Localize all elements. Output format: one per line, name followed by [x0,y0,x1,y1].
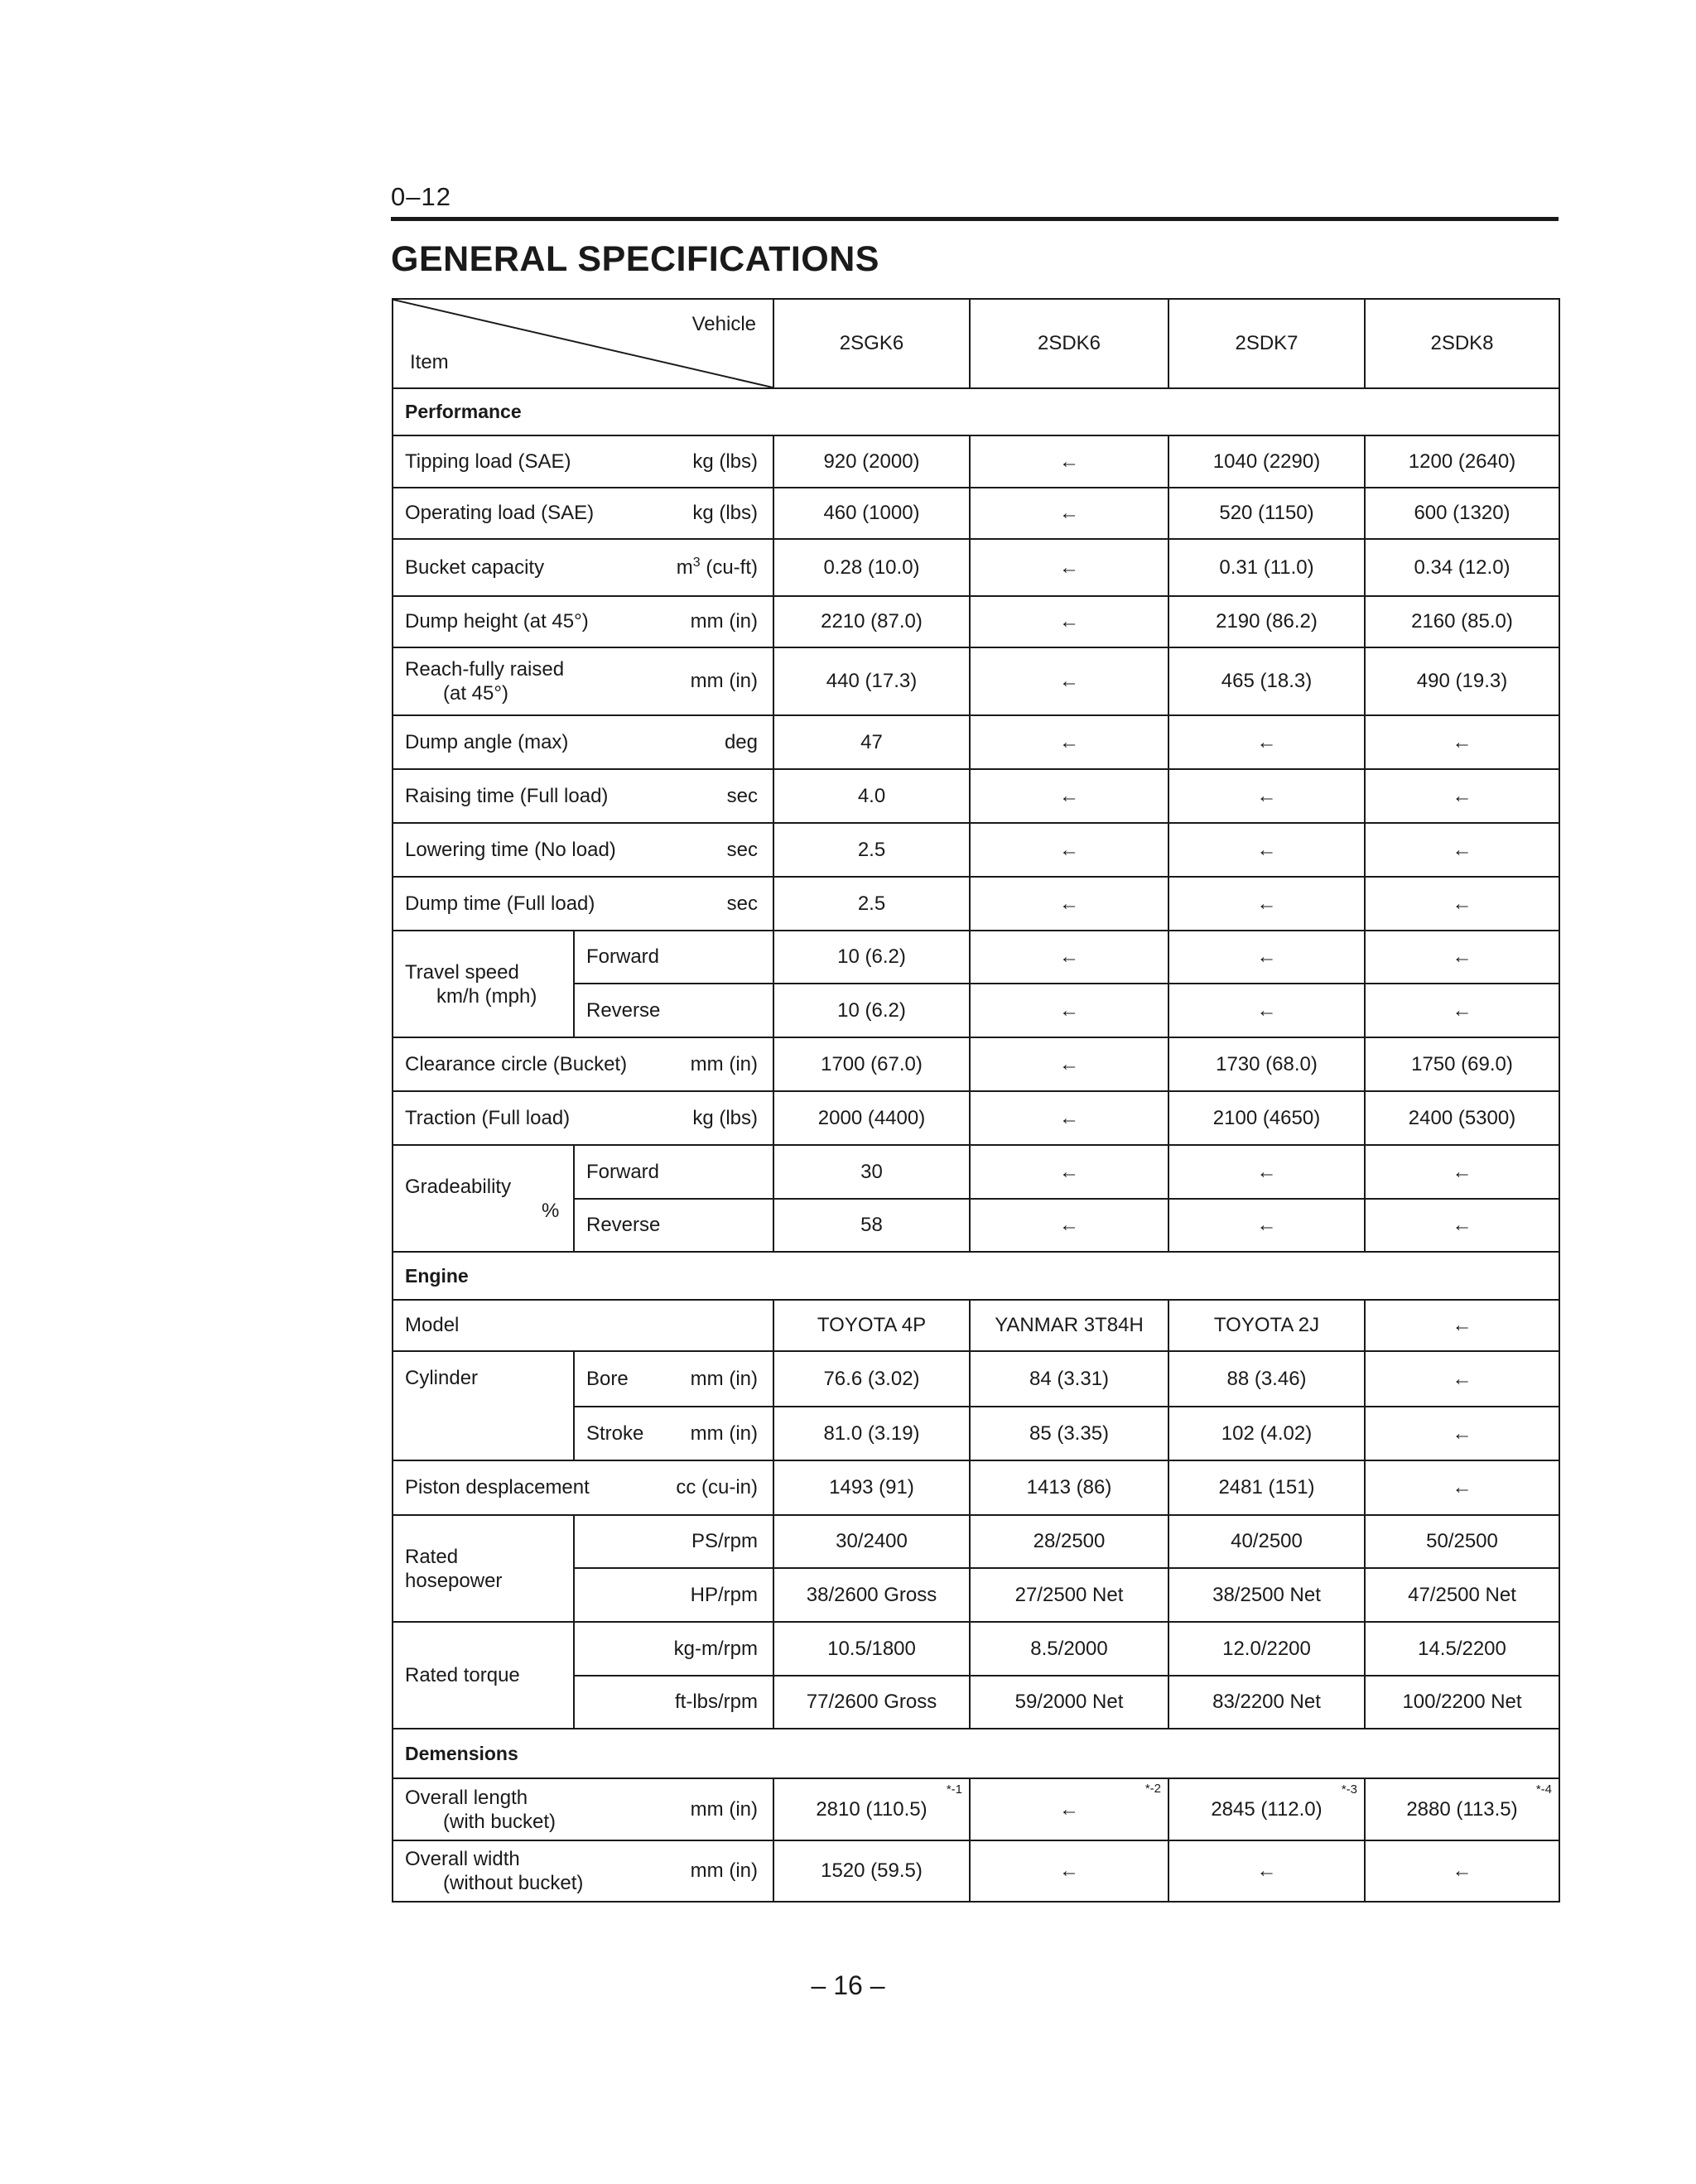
same-as-left-arrow: ← [970,877,1168,931]
table-row [393,1622,1559,1676]
same-as-left-arrow: ← [1168,1145,1365,1199]
same-as-left-arrow: ← [1365,1407,1559,1460]
value-cell: 2810 (110.5) *-1 [773,1778,970,1840]
value-cell: TOYOTA 4P [773,1300,970,1351]
table-row [393,823,1559,877]
value-cell: 59/2000 Net [970,1676,1168,1729]
row-unit: deg [724,730,758,753]
specifications-table [392,298,1560,1903]
same-as-left-arrow: ← [1168,823,1365,877]
same-as-left-arrow: ← [1365,1145,1559,1199]
footnote-marker: *-1 [946,1782,962,1797]
value-cell: 520 (1150) [1168,488,1365,539]
value-cell: 2400 (5300) [1365,1091,1559,1145]
same-as-left-arrow: ← [970,435,1168,488]
row-label: hosepower [405,1569,503,1592]
row-label: Bucket capacity [405,556,545,579]
row-label: Model [393,1300,773,1351]
same-as-left-arrow: ← [970,1091,1168,1145]
page-title: GENERAL SPECIFICATIONS [391,239,879,279]
row-label: Overall length (with bucket) [405,1786,556,1833]
value-cell: 88 (3.46) [1168,1351,1365,1407]
row-unit: mm (in) [690,610,758,633]
value-cell: YANMAR 3T84H [970,1300,1168,1351]
table-row [393,1300,1559,1351]
same-as-left-arrow: ← [1365,1300,1559,1351]
row-label: Rated [405,1545,459,1568]
row-unit: kg (lbs) [692,502,758,524]
table-row [393,596,1559,647]
table-row [393,1840,1559,1902]
row-label: Operating load (SAE) [405,502,595,524]
row-unit: % [542,1199,560,1222]
table-row [393,1037,1559,1091]
row-label: Overall width (without bucket) [405,1848,584,1894]
value-cell: 85 (3.35) [970,1407,1168,1460]
item-vehicle-header-cell [393,299,773,388]
table-row [393,877,1559,931]
value-cell: 0.34 (12.0) [1365,539,1559,596]
value-cell: 2481 (151) [1168,1460,1365,1515]
value-cell: 1730 (68.0) [1168,1037,1365,1091]
row-label: Dump angle (max) [405,730,569,753]
row-label: Lowering time (No load) [405,838,616,861]
row-sublabel: Forward [574,1145,773,1199]
table-row [393,647,1559,715]
table-row [393,715,1559,769]
row-label: Rated torque [393,1622,574,1729]
value-cell: 440 (17.3) [773,647,970,715]
value-cell: 50/2500 [1365,1515,1559,1568]
table-row [393,1351,1559,1407]
value-cell: 2.5 [773,877,970,931]
gradeability-label-cell [393,1145,574,1252]
same-as-left-arrow: ← [970,769,1168,823]
vehicle-header-label: Vehicle [691,313,756,335]
same-as-left-arrow: ← [1365,1840,1559,1902]
row-sublabel: Stroke [586,1422,644,1445]
row-unit: kg-m/rpm [574,1622,773,1676]
same-as-left-arrow: ← [970,823,1168,877]
row-sublabel: Forward [574,931,773,984]
same-as-left-arrow: ← [1168,984,1365,1037]
row-sublabel: Reverse [574,984,773,1037]
row-unit: mm (in) [690,1422,758,1445]
footnote-marker: *-2 [1144,1782,1161,1796]
row-label: Clearance circle (Bucket) [405,1052,628,1075]
value-cell: 2160 (85.0) [1365,596,1559,647]
row-unit: cc (cu-in) [676,1476,758,1498]
same-as-left-arrow: ← [970,647,1168,715]
same-as-left-arrow: ← [1168,1199,1365,1252]
value-cell: 2210 (87.0) [773,596,970,647]
model-header-2sdk7: 2SDK7 [1168,299,1365,388]
model-header-2sgk6: 2SGK6 [773,299,970,388]
table-row [393,1515,1559,1568]
value-cell: 0.31 (11.0) [1168,539,1365,596]
value-cell: 465 (18.3) [1168,647,1365,715]
row-unit: mm (in) [690,670,758,692]
row-label: Reach-fully raised (at 45°) [405,658,565,705]
value-cell: 10 (6.2) [773,931,970,984]
table-row [393,435,1559,488]
row-label: Gradeability [405,1175,512,1198]
value-cell: 14.5/2200 [1365,1622,1559,1676]
same-as-left-arrow: ← [1168,715,1365,769]
value-cell: 2000 (4400) [773,1091,970,1145]
model-header-2sdk8: 2SDK8 [1365,299,1559,388]
value-cell: 1040 (2290) [1168,435,1365,488]
table-row [393,1778,1559,1840]
same-as-left-arrow: ← [970,1037,1168,1091]
value-cell: 47/2500 Net [1365,1568,1559,1622]
value-cell: 8.5/2000 [970,1622,1168,1676]
value-cell: 30/2400 [773,1515,970,1568]
value-cell: 1493 (91) [773,1460,970,1515]
value-cell: 2.5 [773,823,970,877]
value-cell: 40/2500 [1168,1515,1365,1568]
table-row [393,1460,1559,1515]
same-as-left-arrow: ← [970,1199,1168,1252]
travel-speed-label-cell [393,931,574,1037]
table-header-row [393,299,1559,388]
value-cell: 1750 (69.0) [1365,1037,1559,1091]
same-as-left-arrow: ← [1365,823,1559,877]
row-label: Travel speed [405,960,519,984]
row-unit: mm (in) [690,1797,758,1821]
row-unit: km/h (mph) [436,984,537,1008]
value-cell: 84 (3.31) [970,1351,1168,1407]
same-as-left-arrow: ← [970,539,1168,596]
value-cell: 58 [773,1199,970,1252]
value-cell: 4.0 [773,769,970,823]
same-as-left-arrow: ← [970,931,1168,984]
same-as-left-arrow: ← [1365,984,1559,1037]
model-header-2sdk6: 2SDK6 [970,299,1168,388]
row-unit: mm (in) [690,1367,758,1390]
value-cell: 1520 (59.5) [773,1840,970,1902]
row-sublabel: Bore [586,1367,629,1390]
table-row [393,539,1559,596]
row-unit: sec [726,784,758,807]
row-label: Dump time (Full load) [405,892,595,915]
value-cell: 28/2500 [970,1515,1168,1568]
value-cell: 27/2500 Net [970,1568,1168,1622]
row-unit: ft-lbs/rpm [574,1676,773,1729]
value-cell: TOYOTA 2J [1168,1300,1365,1351]
value-cell: 460 (1000) [773,488,970,539]
same-as-left-arrow: ← [970,596,1168,647]
section-heading-dimensions: Demensions [393,1729,1559,1778]
same-as-left-arrow: ← [970,488,1168,539]
row-label: Piston desplacement [405,1476,590,1498]
value-cell: 30 [773,1145,970,1199]
value-cell: 600 (1320) [1365,488,1559,539]
same-as-left-arrow: ← [1365,1460,1559,1515]
table-row [393,769,1559,823]
row-unit: PS/rpm [574,1515,773,1568]
same-as-left-arrow: ← [1365,877,1559,931]
value-cell: 102 (4.02) [1168,1407,1365,1460]
value-cell: 47 [773,715,970,769]
same-as-left-arrow: ← [1365,769,1559,823]
row-unit: $m^3$ (cu-ft) [676,556,758,579]
footnote-marker: *-3 [1341,1782,1357,1797]
row-label: Tipping load (SAE) [405,450,571,473]
value-cell: 2100 (4650) [1168,1091,1365,1145]
same-as-left-arrow: ← [1168,1840,1365,1902]
row-unit: sec [726,838,758,861]
value-cell: 12.0/2200 [1168,1622,1365,1676]
same-as-left-arrow: ← [970,984,1168,1037]
same-as-left-arrow: ← [1168,769,1365,823]
value-cell: 77/2600 Gross [773,1676,970,1729]
row-label: Dump height (at 45°) [405,610,589,633]
same-as-left-arrow: ← [1365,931,1559,984]
value-cell: 38/2600 Gross [773,1568,970,1622]
rated-horsepower-label-cell [393,1515,574,1622]
row-unit: kg (lbs) [692,1106,758,1129]
value-cell: 1700 (67.0) [773,1037,970,1091]
value-cell: 10 (6.2) [773,984,970,1037]
section-page-number: 0–12 [391,182,451,211]
value-cell: 920 (2000) [773,435,970,488]
value-cell: 0.28 (10.0) [773,539,970,596]
section-heading-engine: Engine [393,1252,1559,1300]
row-unit: kg (lbs) [692,450,758,473]
same-as-left-arrow: ← [1168,877,1365,931]
row-label: Raising time (Full load) [405,784,609,807]
row-unit: mm (in) [690,1859,758,1882]
value-cell: 1413 (86) [970,1460,1168,1515]
value-cell: 81.0 (3.19) [773,1407,970,1460]
same-as-left-arrow: ← [1168,931,1365,984]
row-unit: mm (in) [690,1052,758,1075]
table-row [393,931,1559,984]
page-number: – 16 – [811,1970,885,2000]
row-unit: sec [726,892,758,915]
same-as-left-arrow: ← [1365,1351,1559,1407]
footnote-marker: *-4 [1535,1782,1552,1797]
item-header-label: Item [410,351,449,373]
same-as-left-arrow: ← [970,1840,1168,1902]
header-rule [391,217,1559,221]
value-cell: 10.5/1800 [773,1622,970,1676]
same-as-left-arrow: ← [1365,1199,1559,1252]
same-as-left-arrow: ← [970,715,1168,769]
value-cell: 83/2200 Net [1168,1676,1365,1729]
value-cell: 2845 (112.0) *-3 [1168,1778,1365,1840]
same-as-left-arrow: ← [1365,715,1559,769]
row-label: Traction (Full load) [405,1106,571,1129]
value-cell: 38/2500 Net [1168,1568,1365,1622]
value-cell: 2880 (113.5) *-4 [1365,1778,1559,1840]
same-as-left-arrow: ← *-2 [970,1778,1168,1840]
same-as-left-arrow: ← [970,1145,1168,1199]
table-row [393,488,1559,539]
value-cell: 1200 (2640) [1365,435,1559,488]
value-cell: 100/2200 Net [1365,1676,1559,1729]
table-row [393,1145,1559,1199]
row-sublabel: Reverse [574,1199,773,1252]
value-cell: 76.6 (3.02) [773,1351,970,1407]
table-row [393,1091,1559,1145]
section-heading-performance: Performance [393,388,1559,435]
row-label: Cylinder [393,1351,574,1460]
value-cell: 490 (19.3) [1365,647,1559,715]
value-cell: 2190 (86.2) [1168,596,1365,647]
row-unit: HP/rpm [574,1568,773,1622]
